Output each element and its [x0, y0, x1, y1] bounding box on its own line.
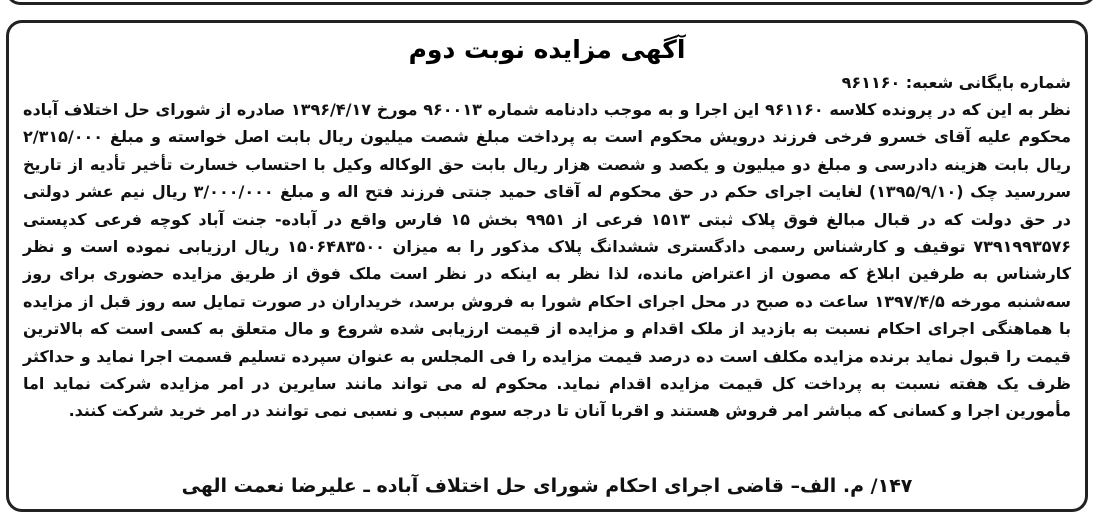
- previous-notice-border: [6, 0, 1096, 5]
- archive-number: شماره بایگانی شعبه: ۹۶۱۱۶۰: [841, 73, 1071, 92]
- judge-signature: ۱۴۷/ م. الف– قاضی اجرای احکام شورای حل اختلاف آباده ـ علیرضا نعمت الهی: [181, 475, 913, 497]
- auction-notice: [6, 20, 1088, 512]
- notice-body: نظر به این که در پرونده کلاسه ۹۶۱۱۶۰ این اجرا و به موجب دادنامه شماره ۹۶۰۰۱۳ مورخ ۱۳۹۶/۴/۱۷ صادره از شورای حل اختلاف آباده محکوم علیه آقای خسرو فرخی فرزند درویش محکوم است به پرداخت مبلغ شصت میلیون ریال بابت اصل خواسته و مبلغ ۲/۳۱۵/۰۰۰ ریال بابت هزینه دادرسی و مبلغ دو میلیون و یکصد و شصت هزار ریال بابت حق الوکاله وکیل با احتساب خسارت تأخیر تأدیه از تاریخ سررسید چک (۱۳۹۵/۹/۱۰) لغایت اجرای حکم در حق محکوم له آقای حمید جنتی فرزند فتح اله و مبلغ ۳/۰۰۰/۰۰۰ ریال نیم عشر دولتی در حق دولت که در قبال مبالغ فوق پلاک ثبتی ۱۵۱۳ فرعی از ۹۹۵۱ بخش ۱۵ فارس واقع در آباده- جنت آباد کوچه فرعی کدپستی ۷۳۹۱۹۹۳۵۷۶ توقیف و کارشناس رسمی دادگستری ششدانگ پلاک مذکور را به میزان ۱۵۰۶۴۸۳۵۰۰ ریال ارزیابی نموده است و نظر کارشناس به طرفین ابلاغ که مصون از اعتراض مانده، لذا نظر به اینکه در نظر است ملک فوق از طریق مزایده حضوری برای روز سه‌شنبه مورخه ۱۳۹۷/۴/۵ ساعت ده صبح در محل اجرای احکام شورا به فروش برسد، خریداران در صورت تمایل سه روز قبل از مزایده با هماهنگی اجرای احکام نسبت به بازدید از ملک اقدام و مزایده از قیمت ارزیابی شده شروع و مال متعلق به کسی است که بالاترین قیمت را قبول نماید برنده مزایده مکلف است ده درصد قیمت مزایده را فی المجلس به عنوان سپرده تسلیم قسمت اجرا نماید و حداکثر ظرف یک هفته نسبت به پرداخت کل قیمت مزایده اقدام نماید. محکوم له می تواند مانند سایرین در امر مزایده شرکت نماید اما مأمورین اجرا و کسانی که مباشر امر فروش هستند و اقربا آنان تا درجه سوم سببی و نسبی نمی توانند در امر خرید شرکت کنند.: [23, 100, 1072, 421]
- notice-title: آگهی مزایده نوبت دوم: [408, 35, 686, 64]
